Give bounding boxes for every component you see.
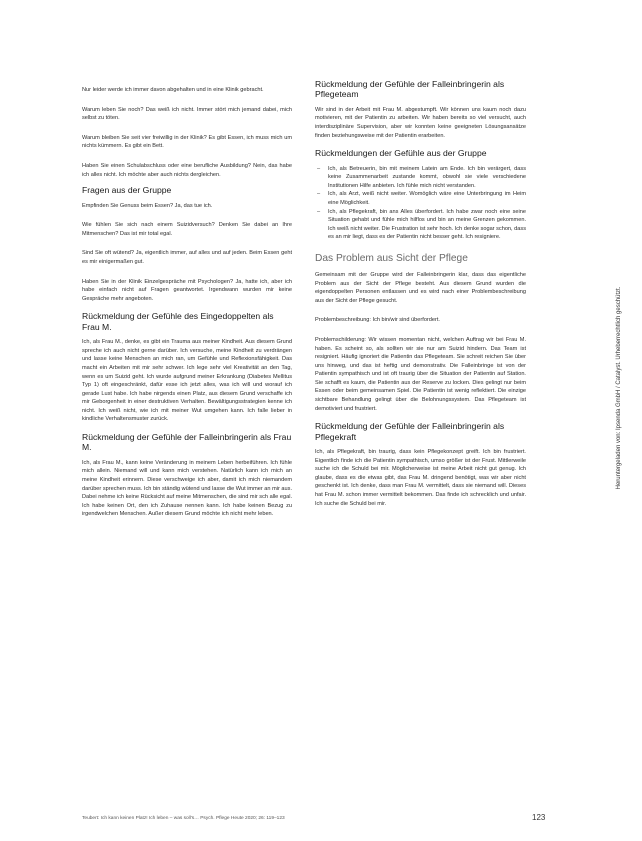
left-paragraph-3: Warum bleiben Sie seit vier freiwillig in der Klinik? Es gibt Essen, ich muss mich um nichts kümmern. Es gibt ein Bett. [82,134,292,150]
left-paragraph-6: Wie fühlen Sie sich nach einem Suizidversuch? Denken Sie dabei an Ihre Mitmenschen? Das ist mir total egal. [82,222,292,237]
group-feedback-list [315,165,526,242]
right-paragraph-4: Problemschilderung: Wir wissen momentan nicht, welchen Auftrag wir bei Frau M. haben. Es scheint so, als sollten wir sie nur am Suizid hindern. Das Team ist resigniert. Häufig ignoriert die Patientin das Pflegeteam. Sie schreit reichen Sie über uns hinweg, und das ist heftig und demonstrativ. Die Falleinbringe ist von der Patientin sympathisch und ist oft traurig über die Situation der Patientin auf Station. Sie schafft es kaum, die Patientin aus der Reserve zu locken. Dies gelingt nur beim Essen oder beim gemeinsamen Spiel. Die Patientin ist wenig reflektiert. Die einzige sichtbare Behandlung gelingt über die Belohnungssystem. Das Pflegeteam ist demotiviert und frustriert. [315,336,526,412]
download-notice [613,258,625,518]
right-paragraph-2: Gemeinsam mit der Gruppe wird der Falleinbringerin klar, dass das eigentliche Problem aus der Sicht der Pflege besteht. Aus diesem Grund wurden die eigendoppelten Personen entlassen und es wird nach einer Problembeschreibung aus der Sicht der Pflege gesucht. [315,271,526,304]
team-feedback-heading: Rückmeldung der Gefühle der Falleinbringerin als Pflegeteam [315,79,505,100]
problem-heading: Das Problem aus Sicht der Pflege [315,252,468,264]
list-item: – Ich, als Pflegekraft, bin ans Alles überfordert. Ich habe zwar noch eine seine Situation gehabt und fühle mich hilflos und bin an meine Grenzen gekommen. Ich weiß nicht weiter. Die Frustration ist sehr hoch. Ich denke sogar schon, dass es an mir liegt, dass es der Patientin nicht besser geht. Ich resigniere. [328,208,526,242]
left-paragraph-5: Empfinden Sie Genuss beim Essen? Ja, das tue ich. [82,202,213,209]
right-paragraph-5: Ich, als Pflegekraft, bin traurig, dass kein Pflegekonzept greift. Ich bin frustriert. Eigentlich finde ich die Patientin sympathisch, umso größer ist der Frust. Mittlerweile suche ich die Schuld bei mir. Möglicherweise ist meine Arbeit nicht gut genug. Ich glaube, dass es die etwas gibt, das Frau M. dringend benötigt, was wir aber nicht geschenkt ist. Ich denke, dass man Frau M. vermittelt, dass sie niemand will. Dieses hat Frau M. schon immer vermittelt bekommen. Das finde ich schrecklich und unfair. Ich suche die Schuld bei mir. [315,449,526,507]
footer-citation: Teubert: Ich kann keinen Platz! Ich leben – was soll's… Psych. Pflege Heute 2020; 26: 119–123 [82,816,285,821]
right-paragraph-1: Wir sind in der Arbeit mit Frau M. abgestumpft. Wir können uns kaum noch dazu motivieren, mit der Patientin zu arbeiten. Wir haben bereits so viel versucht, auch interdisziplinäre Supervision, aber wir konnten keine geeigneten Lösungsansätze finden beziehungsweise mit der Patientin erarbeiten. [315,106,526,139]
page-number: 123 [532,813,546,822]
left-paragraph-2: Warum leben Sie noch? Das weiß ich nicht. Immer stört mich jemand dabei, mich selbst zu töten. [82,106,292,122]
left-column [82,86,292,530]
group-questions-heading: Fragen aus der Gruppe [82,185,172,196]
left-paragraph-1: Nur leider werde ich immer davon abgehalten und in eine Klinik gebracht. [82,87,264,93]
download-notice-text: Heruntergeladen von: Ipsenda GmbH / Catalyst. Urheberrechtlich geschützt. [616,286,622,490]
left-paragraph-4: Haben Sie einen Schulabschluss oder eine berufliche Ausbildung? Nein, das habe ich alles nicht. Ich möchte aber auch nichts dergleichen. [82,162,292,178]
list-item: – Ich, als Arzt, weiß nicht weiter. Womöglich wäre eine Unterbringung im Heim eine Möglichkeit. [328,190,526,207]
left-paragraph-9: Ich, als Frau M., denke, es gibt ein Trauma aus meiner Kindheit. Aus diesem Grund spreche ich auch nicht gerne darüber. Ich versuche, meine Kindheit zu verdrängen und lasse keine Menschen an mich ran, um Gefühle und Reflexionsfähigkeit. Das macht ein Arbeiten mit mir sehr schwer. Ich lege sehr viel Kreativität an den Tag, wenn es um Suizid geht. Ich wurde aufgrund meiner Erkrankung (Diabetes Mellitus Typ 1) oft eingeschränkt, dafür esse ich jetzt alles, was ich will und worauf ich gerade Lust habe. Ich habe nirgends einen Platz, aus diesem Grund verschaffe ich mir Geborgenheit in einer destruktiven Verhalten. Bewältigungsstrategien kenne ich nicht. Ich weiß nicht, wie ich mit meiner Wut umgehen kann. Ich falle lieber in kindliche Verhaltensmuster zurück. [82,339,292,423]
group-feedback-heading: Rückmeldungen der Gefühle aus der Gruppe [315,148,487,159]
person-feedback-heading: Rückmeldung der Gefühle der Falleinbringerin als Frau M. [82,432,292,453]
left-paragraph-8: Haben Sie in der Klinik Einzelgespräche mit Psychologen? Ja, hatte ich, aber ich habe einfach nicht auf Fragen geantwortet. Irgendwann wurden mir keine Gespräche mehr angeboten. [82,278,292,302]
double-feedback-heading: Rückmeldung der Gefühle des Eingedoppelten als Frau M. [82,311,274,332]
list-item: – Ich, als Betreuerin, bin mit meinem Latein am Ende. Ich bin verärgert, dass keine Zusammenarbeit zustande kommt, obwohl sie viele verschiedene Institutionen Hilfe anbieten. Ich fühle mich nicht verstanden. [328,165,526,191]
right-column [315,79,526,519]
left-paragraph-10: Ich, als Frau M., kann keine Veränderung in meinem Leben herbeiführen. Ich fühle mich allein. Niemand will und kann mich verstehen. Natürlich kann ich mich an meine Kindheit erinnern. Diese verschweige ich aber, damit ich mich niemandem darüber sprechen muss. Ich bin ständig wütend und lasse die Wut immer an mir aus. Dabei nehme ich keine Rücksicht auf meine Mitmenschen, die sind mir sch alle egal. Ich habe keinen Ort, den ich Zuhause nennen kann. Ich habe keinen Bezug zu irgendwelchen Menschen. Außer diesem Grund möchte ich nicht mehr leben. [82,459,292,518]
nurse-feedback-heading: Rückmeldung der Gefühle der Falleinbringerin als Pflegekraft [315,421,505,442]
left-paragraph-7: Sind Sie oft wütend? Ja, eigentlich immer, auf alles und auf jeden. Beim Essen geht es mir einigermaßen gut. [82,250,292,265]
right-paragraph-3: Problembeschreibung: Ich bin/wir sind überfordert. [315,317,440,324]
